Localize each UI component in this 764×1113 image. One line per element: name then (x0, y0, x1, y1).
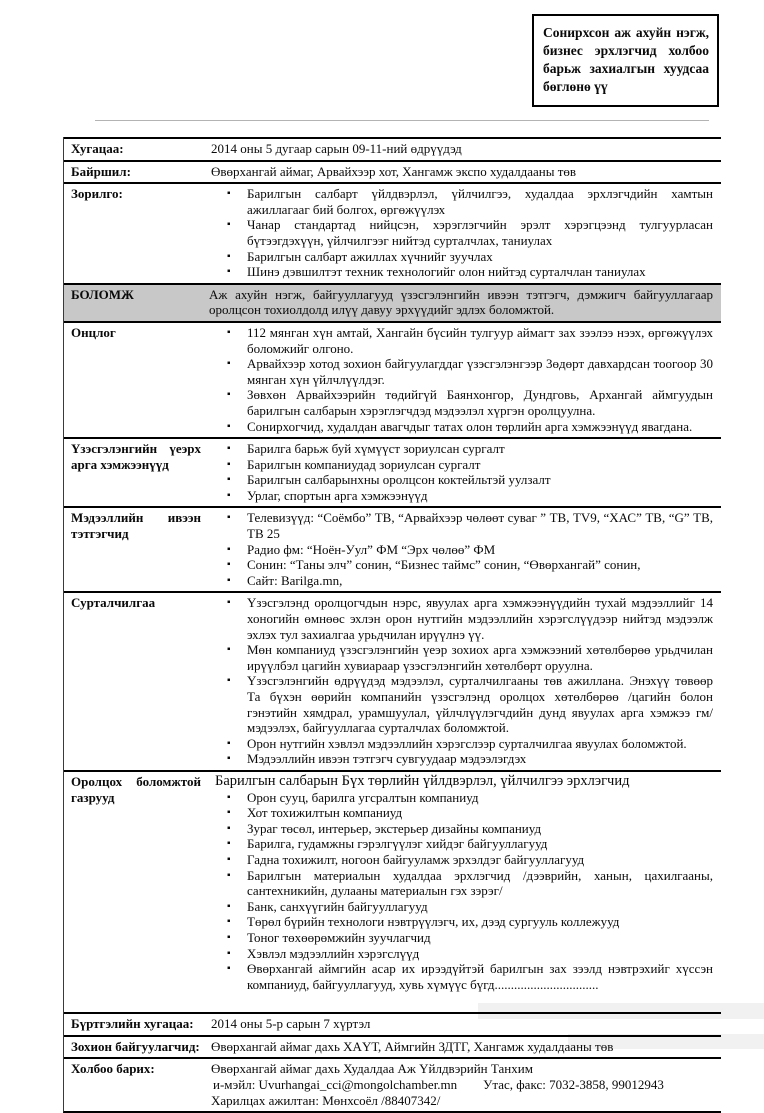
row-label: Зохион байгуулагчид: (71, 1038, 200, 1054)
bullet-item: ▪ Урлаг, спортын арга хэмжээнүүд (221, 488, 713, 504)
bullet-item: ▪ Үзэсгэлэнгийн өдрүүдэд мэдээлэл, сурталчилгааны төв ажиллана. Энэхүү төвөөр Та бүхэн өөрийн компанийн үзэсгэлэнд оролцох хөтөлбөрөө /цагийн болон гэнэтийн хямдрал, урамшуулал, үйлчлүүлэгчдийн дунд явуулах арга хэмжээ гм/ мэдээлэх, байгууллагаа сурталчлах боломжтой. (221, 673, 713, 735)
bullet-item: ▪ Радио фм: “Ноён-Уул” ФМ “Эрх чөлөө” ФМ (221, 542, 713, 558)
bullet-item: ▪ Хот тохижилтын компаниуд (221, 805, 713, 821)
table-row-participants (64, 770, 721, 1012)
bullet-item: ▪ 112 мянган хүн амтай, Хангайн бүсийн тулгуур аймагт зах зээлээ нээх, өргөжүүлэх боломжийг олгоно. (221, 325, 713, 356)
table-row-goals (64, 182, 721, 283)
bullet-item: ▪ Телевизүүд: “Соёмбо” ТВ, “Арвайхээр чөлөөт суваг ” ТВ, TV9, “ХАС” ТВ, “G” ТВ, ТВ 25 (221, 510, 713, 541)
bullet-item: ▪ Сайт: Barilga.mn, (221, 573, 713, 589)
bullet-item: ▪ Чанар стандартад нийцсэн, хэрэглэгчийн эрэлт хэрэгцээнд тулгуурласан бүтээгдэхүүн, үйлчилгээг нийтэд сурталчлах, таниулах (221, 217, 713, 248)
row-value: Аж ахуйн нэгж, байгууллагууд үзэсгэлэнгийн ивээн тэтгэгч, дэмжигч байгууллагаар оролцсон тохиолдолд илүү давуу эрхүүдийг эдлэх боломжтой. (209, 286, 713, 318)
intro-line: Барилгын салбарын Бүх төрлийн үйлдвэрлэл, үйлчилгээ эрхлэгчид (215, 772, 630, 789)
row-value: 2014 оны 5 дугаар сарын 09-11-ний өдрүүдэд (211, 141, 462, 156)
notice-text: Сонирхсон аж ахуйн нэгж, бизнес эрхлэгчид холбоо барьж захиалгын хуудсаа бөглөнө үү (543, 25, 709, 94)
bullet-list (209, 441, 713, 503)
row-value: Өвөрхангай аймаг дахь ХАҮТ, Аймгийн ЗДТГ, Хангамж худалдааны төв (211, 1038, 614, 1054)
row-label: Холбоо барих: (71, 1061, 155, 1077)
bullet-item: ▪ Мөн компаниуд үзэсгэлэнгийн үеэр зохиох арга хэмжээний хөтөлбөрөө урьдчилан ирүүлбэл цагийн хувиараар үзэсгэлэнгийн хөтөлбөрт оруулна. (221, 642, 713, 673)
bullet-item: ▪ Сонирхогчид, худалдан авагчдыг татах олон төрлийн арга хэмжээнүүд явагдана. (221, 419, 713, 435)
bullet-item: ▪ Мэдээллийн ивээн тэтгэгч сувгуудаар мэдээлэгдэх (221, 751, 713, 767)
bullet-item: ▪ Шинэ дэвшилтэт техник технологийг олон нийтэд сурталчлан таниулах (221, 264, 713, 280)
bullet-item: ▪ Орон сууц, барилга угсралтын компаниуд (221, 790, 713, 806)
bullet-item: ▪ Төрөл бүрийн технологи нэвтрүүлэгч, их, дээд сургууль коллежууд (221, 914, 713, 930)
table-row-advertising (64, 591, 721, 770)
bullet-list (209, 790, 713, 993)
info-table (63, 137, 721, 1113)
table-row-registration (64, 1012, 721, 1035)
bullet-item: ▪ Барилгын салбарт ажиллах хүчнийг зуучлах (221, 249, 713, 265)
contact-phone: Утас, факс: 7032-3858, 99012943 (483, 1077, 664, 1093)
row-label: Оролцох боломжтой газрууд (71, 773, 201, 805)
divider-line (95, 120, 709, 121)
bullet-item: ▪ Тоног төхөөрөмжийн зуучлагчид (221, 930, 713, 946)
bullet-item: ▪ Зураг төсөл, интерьер, экстерьер дизайны компаниуд (221, 821, 713, 837)
bullet-item: ▪ Барилгын компаниудад зориулсан сургалт (221, 457, 713, 473)
bullet-item: ▪ Хэвлэл мэдээллийн хэрэгслүүд (221, 946, 713, 962)
row-value: 2014 оны 5-р сарын 7 хүртэл (211, 1016, 371, 1032)
bullet-item: ▪ Үзэсгэлэнд оролцогчдын нэрс, явуулах арга хэмжээнүүдийн тухай мэдээллийг 14 хоногийн өмнөөс эхлэн орон нутгийн мэдээллийн хэрэгслүүдээр нийтэд мэдээлж эхлэх тул захиалгаа урьдчилан ирүүлнэ үү. (221, 595, 713, 642)
bullet-item: ▪ Арвайхээр хотод зохион байгуулагддаг үзэсгэлэнгээр 3өдөрт давхардсан тоогоор 30 мянган хүн үйлчлүүлдэг. (221, 356, 713, 387)
bullet-list (209, 510, 713, 588)
table-row-events (64, 437, 721, 506)
table-row-duration (64, 137, 721, 160)
row-label: Зорилго: (71, 186, 123, 202)
table-row-features (64, 321, 721, 437)
bullet-item: ▪ Барилгын салбарт үйлдвэрлэл, үйлчилгээ, худалдаа эрхлэгчдийн хамтын ажиллагааг бий болгох, өргөжүүлэх (221, 186, 713, 217)
table-row-media-sponsors (64, 506, 721, 591)
bullet-item: ▪ Барилга, гудамжны гэрэлгүүлэг хийдэг байгууллагууд (221, 836, 713, 852)
bullet-list (209, 186, 713, 280)
row-label: Бүртгэлийн хугацаа: (71, 1016, 194, 1032)
row-label: Мэдээллийн ивээн тэтгэгчид (71, 510, 201, 542)
bullet-item: ▪ Гадна тохижилт, ногоон байгууламж эрхэлдэг байгууллагууд (221, 852, 713, 868)
contact-email: и-мэйл: Uvurhangai_cci@mongolchamber.mn (213, 1077, 458, 1093)
bullet-item: ▪ Банк, санхүүгийн байгууллагууд (221, 899, 713, 915)
row-label: Сурталчилгаа (71, 595, 156, 611)
row-label: Байршил: (71, 163, 131, 179)
bullet-item: ▪ Орон нутгийн хэвлэл мэдээллийн хэрэгслээр сурталчилгаа явуулах боломжтой. (221, 736, 713, 752)
bullet-item: ▪ Зөвхөн Арвайхээрийн төдийгүй Баянхонгор, Дундговь, Архангай аймгуудын барилгын салбарын хэрэглэгчдэд мэдээлэл хүргэн оролцуулна. (221, 387, 713, 418)
notice-box (532, 14, 719, 107)
table-row-location (64, 160, 721, 183)
contact-line: Харилцах ажилтан: Мөнхсоёл /88407342/ (211, 1092, 441, 1108)
row-label: Онцлог (71, 324, 116, 340)
bullet-item: ▪ Барилгын материалын худалдаа эрхлэгчид /дээврийн, ханын, цахилгааны, сантехникийн, дулааны материалын гэх зэрэг/ (221, 868, 713, 899)
bullet-item: ▪ Барилгын салбарынхны оролцсон коктейльтэй уулзалт (221, 472, 713, 488)
table-row-contact (64, 1057, 721, 1111)
table-row-organizers (64, 1035, 721, 1058)
table-row-opportunity (64, 283, 721, 321)
contact-line (209, 1077, 713, 1093)
bullet-item: ▪ Сонин: “Таны элч” сонин, “Бизнес таймс” сонин, “Өвөрхангай” сонин, (221, 557, 713, 573)
contact-line: Өвөрхангай аймаг дахь Худалдаа Аж Үйлдвэрийн Танхим (211, 1061, 533, 1077)
bullet-item: ▪ Өвөрхангай аймгийн асар их ирээдүйтэй барилгын зах зээлд нэвтрэхийг хүссэн компаниуд, байгууллагууд, хувь хүмүүс бүгд................................ (221, 961, 713, 992)
bullet-list (209, 595, 713, 767)
row-label: БОЛОМЖ (71, 286, 134, 302)
row-label: Хугацаа: (71, 141, 124, 156)
bullet-item: ▪ Барилга барьж буй хүмүүст зориулсан сургалт (221, 441, 713, 457)
bullet-list (209, 325, 713, 434)
row-label: Үзэсгэлэнгийн үеэрх арга хэмжээнүүд (71, 441, 201, 472)
row-value: Өвөрхангай аймаг, Арвайхээр хот, Хангамж экспо худалдааны төв (211, 163, 577, 179)
